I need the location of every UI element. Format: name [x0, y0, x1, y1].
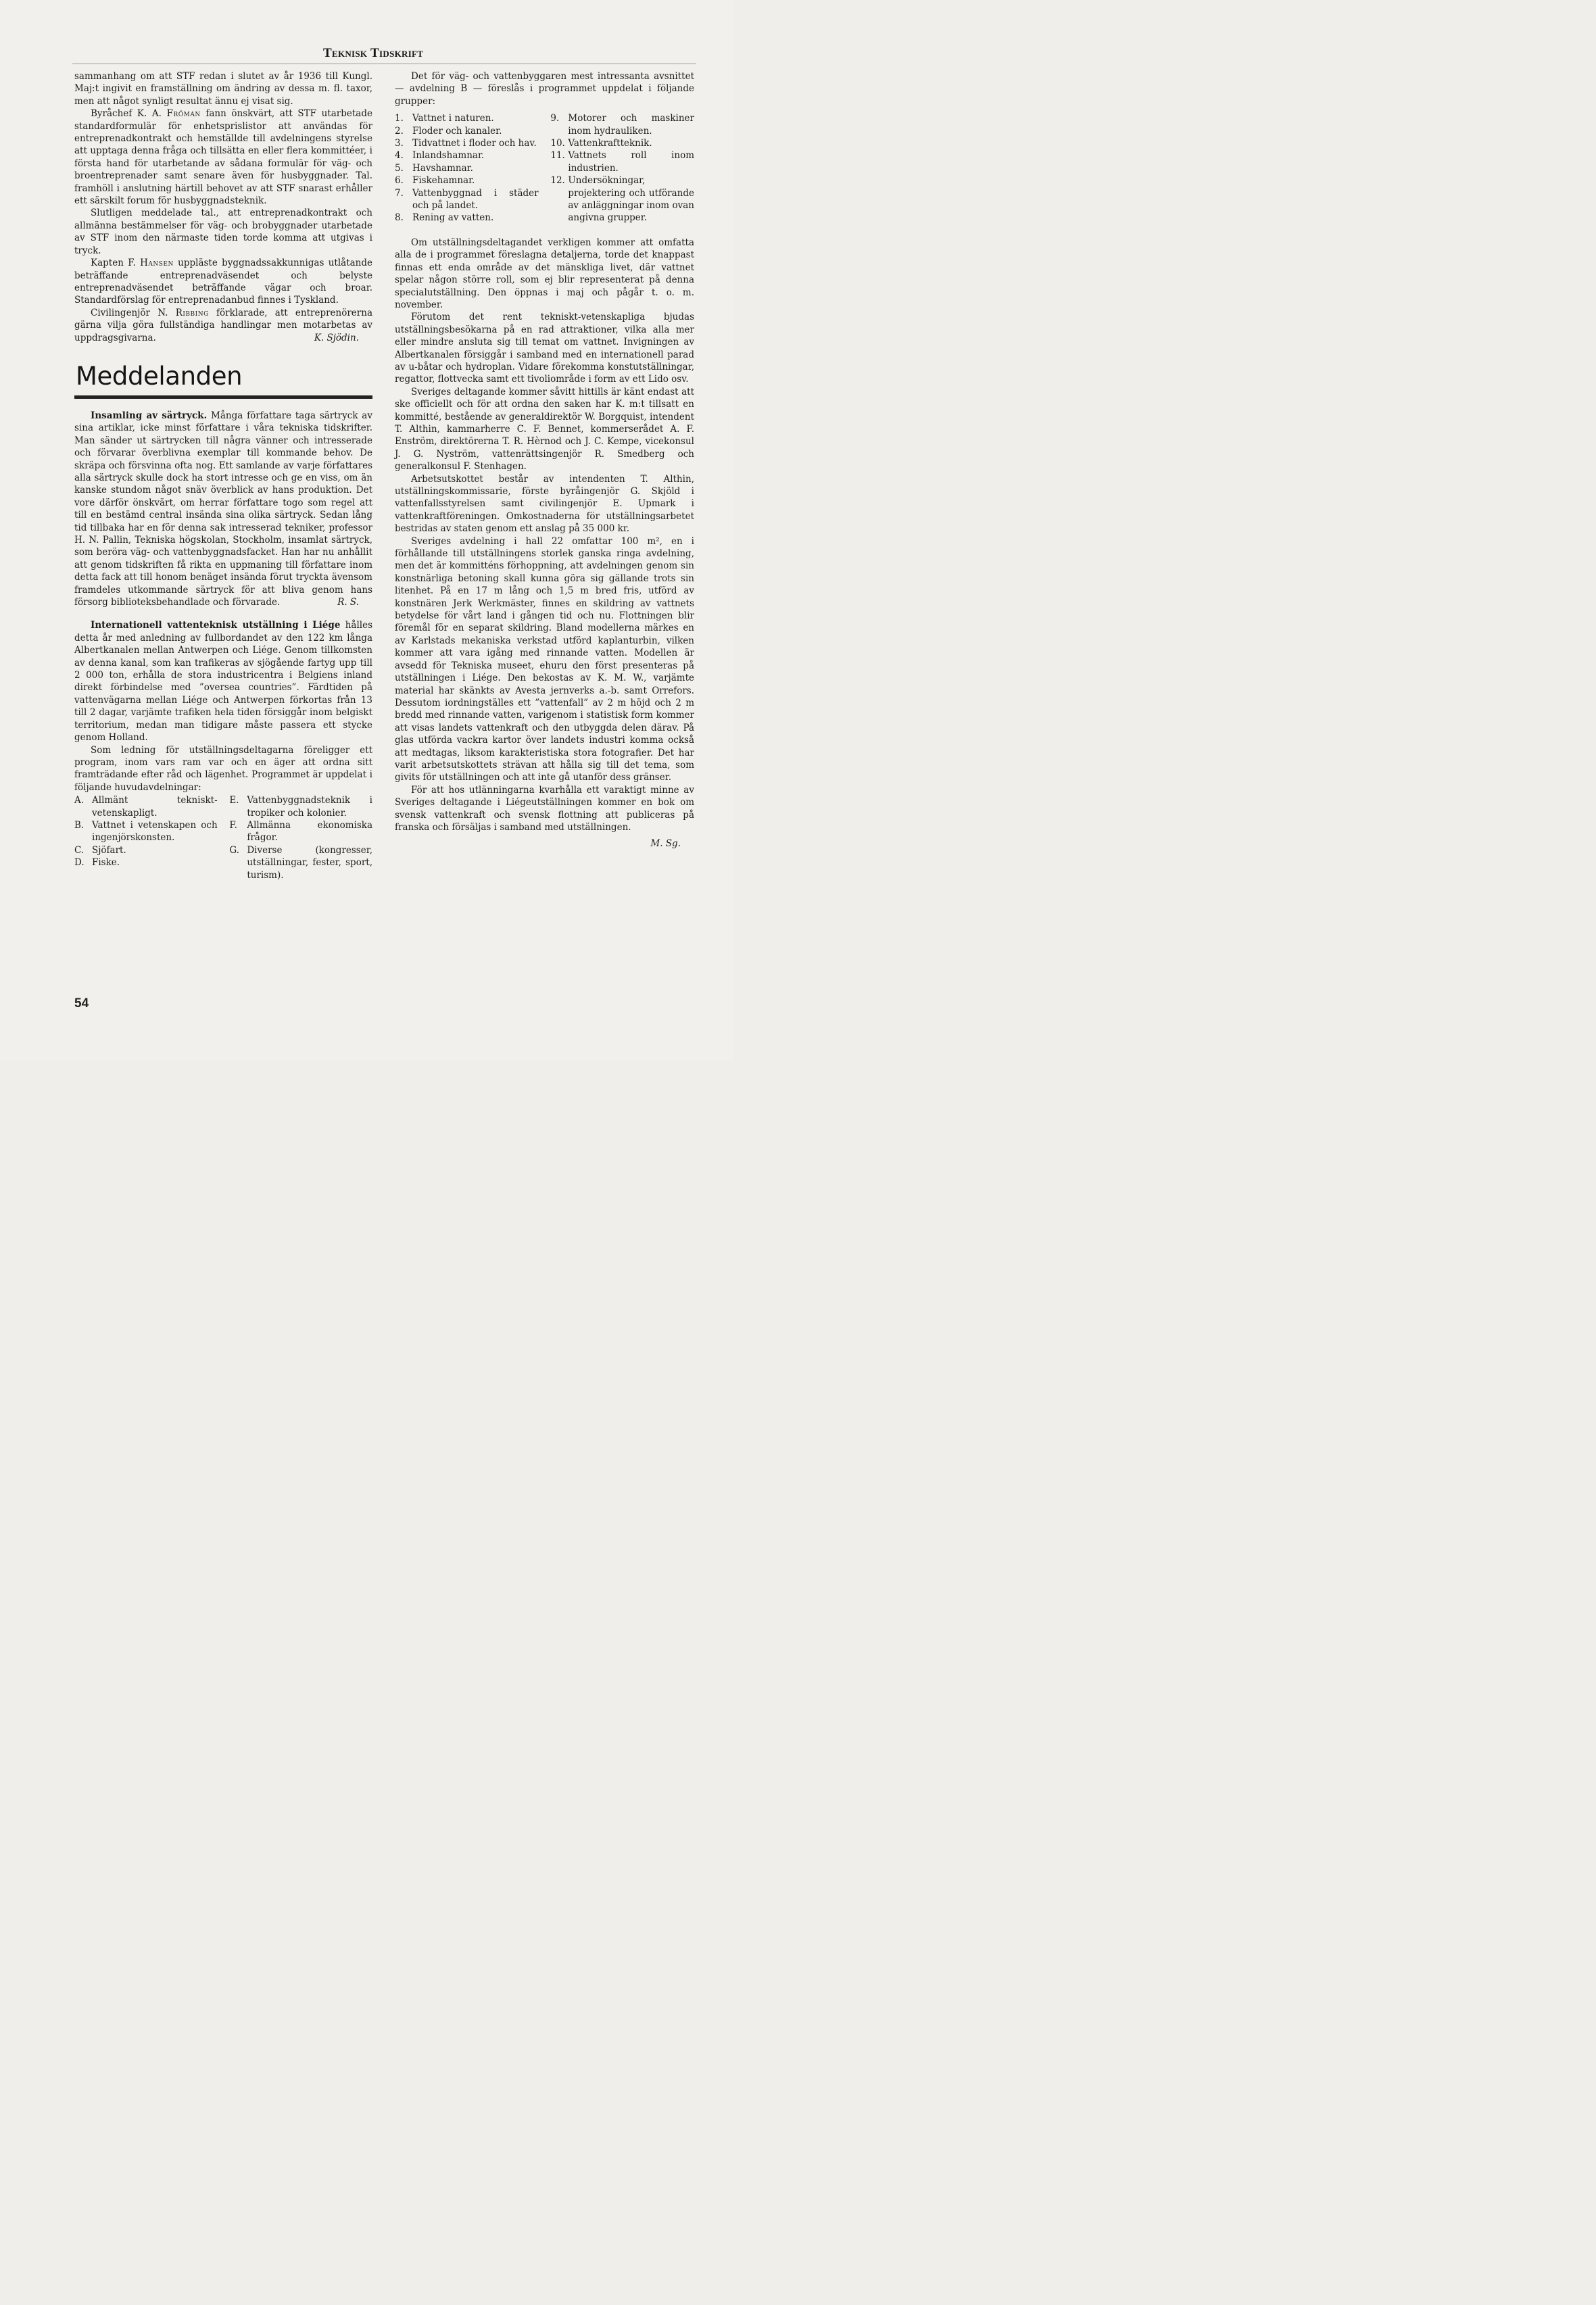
person-name: Fröman — [166, 108, 201, 120]
list-item — [74, 794, 218, 819]
list-item-text: Vattnet i naturen. — [412, 113, 494, 124]
list-item — [395, 174, 539, 187]
list-item-text: Undersökningar, projektering och utförande av anläggningar inom ovan angivna grupper. — [568, 175, 694, 224]
list-item-text: Sjöfart. — [92, 844, 126, 856]
divisions-list-left — [74, 794, 218, 881]
list-item-text: Vattenbyggnad i städer och på landet. — [412, 187, 539, 212]
list-item-text: Vattenkraftteknik. — [568, 138, 652, 149]
paragraph: Det för väg- och vattenbyggaren mest intressanta avsnittet — avdelning B — föreslås i programmet uppdelat i följande grupper: — [395, 71, 694, 107]
list-item-number: 11. — [550, 150, 565, 162]
paragraph: Sveriges avdelning i hall 22 omfattar 100 m², en i förhållande till utställningens storlek ganska ringa avdelning, men det är kommitténs förhoppning, att avdelningen genom sin konstnärliga betoning skall kunna göra sig gällande trots sin litenhet. På en 17 m lång och 1,5 m bred fris, utförd av konstnären Jerk Werkmäster, finnes en skildring av vattnets betydelse för vårt land i gången tid och nu. Flottningen blir föremål för en separat skildring. Bland modellerna märkes en av Karlstads mekaniska verkstad utförd kaplanturbin, vilken kommer att vara igång med rinnande vatten. Modellen är avsedd för Tekniska museet, ehuru den först presenteras på utställningen i Liége. Den bekostas av K. M. W., varjämte material har skänkts av Avesta jernverks a.-b. samt Orrefors. Dessutom iordningställes ett ”vattenfall” av 2 m höjd och 2 m bredd med rinnande vatten, varigenom i statistisk form kommer att visas landets vattenkraft och den utbyggda delen därav. På glas utförda vackra kartor över landets industri komma också att medtagas, liksom karakteristiska stora fotografier. Det har varit arbetsutskottets strävan att hålla sig till det tema, som givits för utställningen och att inte gå utanför dess gränser. — [395, 535, 694, 783]
list-item-number: B. — [74, 819, 84, 831]
list-item-number: 1. — [395, 113, 404, 124]
list-item-number: D. — [74, 857, 84, 869]
list-item — [74, 856, 218, 869]
list-item — [229, 844, 372, 881]
list-item — [395, 162, 539, 174]
list-item — [395, 212, 539, 224]
right-column — [395, 70, 694, 850]
list-item-number: 3. — [395, 138, 404, 149]
list-item — [229, 794, 372, 819]
list-item-number: G. — [229, 844, 239, 856]
paragraph: sammanhang om att STF redan i slutet av år 1936 till Kungl. Maj:t ingivit en framställning om ändring av dessa m. fl. taxor, men att något synligt resultat ännu ej visat sig. — [74, 71, 372, 107]
paragraph: Om utställningsdeltagandet verkligen kommer att omfatta alla de i programmet föreslagna detaljerna, torde det knappast finnas ett enda område av det mänskliga livet, där vattnet spelar någon större roll, som ej blir representerat på denna specialutställning. Den öppnas i maj och pågår t. o. m. november. — [395, 237, 694, 310]
article-lead: Insamling av särtryck. — [91, 410, 208, 421]
list-item — [395, 149, 539, 162]
paragraph: Civilingenjör N. Ribbing förklarade, att entreprenörerna gärna vilja göra fullständiga handlingar men motarbetas av uppdragsgivarna. K. Sjödin. — [74, 307, 372, 343]
list-item-number: 10. — [550, 138, 565, 149]
list-item-text: Tidvattnet i floder och hav. — [412, 138, 537, 149]
list-item — [229, 819, 372, 844]
list-item — [550, 112, 694, 137]
list-item-text: Diverse (kongresser, utställningar, fester, sport, turism). — [247, 844, 372, 881]
list-item-text: Vattenbyggnadsteknik i tropiker och kolonier. — [247, 795, 372, 819]
paragraph: Kapten F. Hansen uppläste byggnadssakkunnigas utlåtande beträffande entreprenadväsendet och belyste entreprenadväsendet beträffande vägar och broar. Standardförslag för entreprenadanbud finnes i Tyskland. — [74, 258, 372, 306]
list-item — [550, 149, 694, 174]
magazine-page — [0, 0, 734, 1060]
journal-header: Teknisk Tidskrift — [323, 46, 424, 60]
groups-list — [395, 112, 694, 224]
paragraph: Internationell vattenteknisk utställning i Liége hålles detta år med anledning av fullbordandet av den 122 km långa Albertkanalen mellan Antwerpen och Liége. Genom tillkomsten av denna kanal, som kan trafikeras av sjögående fartyg upp till 2 000 ton, erhålla de stora industricentra i Belgiens inland direkt förbindelse med ”oversea countries”. Färdtiden på vattenvägarna mellan Liége och Antwerpen förkortas från 13 till 2 dagar, varjämte trafiken hela tiden försiggår inom belgiskt territorium, medan man tidigare måste passera ett stycke genom Holland. — [74, 620, 372, 744]
list-item — [74, 819, 218, 844]
left-column — [74, 70, 372, 883]
person-name: Ribbing — [175, 307, 209, 318]
list-item-number: 6. — [395, 175, 404, 187]
paragraph: Slutligen meddelade tal., att entreprenadkontrakt och allmänna bestämmelser för väg- och brobyggnader utarbetade av STF inom den närmaste tiden torde komma att utgivas i tryck. — [74, 208, 372, 256]
divisions-list — [74, 794, 372, 881]
list-item-text: Motorer och maskiner inom hydrauliken. — [568, 113, 694, 137]
list-item — [74, 844, 218, 856]
list-item-text: Vattnet i vetenskapen och ingenjörskonsten. — [92, 819, 218, 844]
groups-list-left — [395, 112, 539, 224]
page-number: 54 — [74, 996, 89, 1011]
list-item-text: Fiskehamnar. — [412, 175, 475, 187]
list-item — [395, 112, 539, 124]
paragraph: Förutom det rent tekniskt-vetenskapliga bjudas utställningsbesökarna på en rad attraktioner, vilka alla mer eller mindre ansluta sig till temat om vattnet. Invigningen av Albertkanalen försiggår i samband med en internationell parad av u-båtar och hydroplan. Vidare förekomma konstutställningar, regattor, flottvecka samt ett tivoliområde i form av ett Lido osv. — [395, 312, 694, 385]
list-item — [395, 125, 539, 137]
section-title: Meddelanden — [76, 361, 243, 391]
list-item-text: Havshamnar. — [412, 162, 473, 174]
groups-list-right — [550, 112, 694, 224]
list-item — [550, 137, 694, 149]
list-item-text: Allmänt tekniskt-vetenskapligt. — [92, 795, 218, 819]
list-item-text: Floder och kanaler. — [412, 125, 502, 137]
paragraph: Sveriges deltagande kommer såvitt hittills är känt endast att ske officiellt och för att ordna den saken har K. m:t tillsatt en kommitté, bestående av generaldirektör W. Borgquist, intendent T. Althin, kammarherre C. F. Bennet, kommerserådet A. F. Enström, direktörerna T. R. Hèrnod och J. C. Kempe, vicekonsul J. G. Nyström, vattenrättsingenjör R. Smedberg och generalkonsul F. Stenhagen. — [395, 386, 694, 472]
list-item-number: F. — [229, 819, 237, 831]
list-item-number: 4. — [395, 150, 404, 162]
paragraph: Som ledning för utställningsdeltagarna föreligger ett program, inom vars ram var och en äger att ordna sitt framträdande efter råd och lägenhet. Programmet är uppdelat i följande huvudavdelningar: — [74, 744, 372, 793]
list-item-number: 7. — [395, 187, 404, 199]
list-item-text: Fiske. — [92, 857, 120, 869]
list-item-text: Rening av vatten. — [412, 212, 494, 224]
list-item-number: E. — [229, 795, 239, 806]
list-item-number: 2. — [395, 125, 404, 137]
list-item-number: A. — [74, 795, 84, 806]
list-item-number: 8. — [395, 212, 404, 224]
paragraph: För att hos utlänningarna kvarhålla ett varaktigt minne av Sveriges deltagande i Liégeutställningen kommer en bok om svensk vattenkraft och svensk flottning att publiceras på franska och försäljas i samband med utställningen. — [395, 784, 694, 833]
list-item — [395, 137, 539, 149]
person-name: Hansen — [140, 258, 174, 269]
paragraph: Arbetsutskottet består av intendenten T. Althin, utställningskommissarie, förste byråingenjör G. Skjöld i vattenfallsstyrelsen samt civilingenjör E. Upmark i vattenkraftföreningen. Omkostnaderna för utställningsarbetet bestridas av staten genom ett anslag på 35 000 kr. — [395, 473, 694, 535]
list-item-text: Allmänna ekonomiska frågor. — [247, 819, 372, 844]
paragraph: Insamling av särtryck. Många författare taga särtryck av sina artiklar, icke minst författare i våra tekniska tidskrifter. Man sänder ut särtrycken till några vänner och intresserade och förvarar överblivna exemplar till kommande behov. De skräpa och försvinna ofta nog. Ett samlande av varje författares alla särtryck skulle dock ha stort intresse och ge en viss, om än kanske stundom något snäv överblick av hans produktion. Det vore därför önskvärt, om herrar författare togo som regel att till en bestämd central insända sina olika särtryck. Sedan lång tid tillbaka har en för denna sak intresserad tekniker, professor H. N. Pallin, Tekniska högskolan, Stockholm, insamlat särtryck, som beröra väg- och vattenbyggnadsfacket. Han har nu anhållit att genom tidskriften få rikta en uppmaning till författare inom detta fack att till honom benäget insända förut tryckta ävensom framdeles utkommande särtryck för att bliva genom hans försorg biblioteksbehandlade och förvarade. R. S. — [74, 410, 372, 608]
list-item-number: C. — [74, 844, 84, 856]
section-rule — [74, 395, 372, 399]
list-item-number: 12. — [550, 175, 565, 187]
divisions-list-right — [229, 794, 372, 881]
signature: K. Sjödin. — [314, 332, 359, 343]
list-item — [395, 187, 539, 212]
list-item — [550, 174, 694, 224]
list-item-text: Inlandshamnar. — [412, 150, 485, 162]
signature: M. Sg. — [650, 838, 681, 850]
list-item-number: 9. — [550, 113, 560, 124]
list-item-number: 5. — [395, 162, 404, 174]
article-lead: Internationell vattenteknisk utställning i Liége — [91, 620, 341, 631]
list-item-text: Vattnets roll inom industrien. — [568, 150, 694, 174]
paragraph: Byråchef K. A. Fröman fann önskvärt, att STF utarbetade standardformulär för enhetsprislistor att användas för entreprenadkontrakt och hemställde till avdelningens styrelse att upptaga denna fråga och tillsätta en eller flera kommittéer, i första hand för utarbetande av sådana formulär för väg- och broentreprenader samt senare även för husbyggnader. Tal. framhöll i anslutning härtill behovet av att STF snarast erhåller ett särskilt forum för husbyggnadsteknik. — [74, 108, 372, 207]
signature: R. S. — [337, 597, 359, 608]
